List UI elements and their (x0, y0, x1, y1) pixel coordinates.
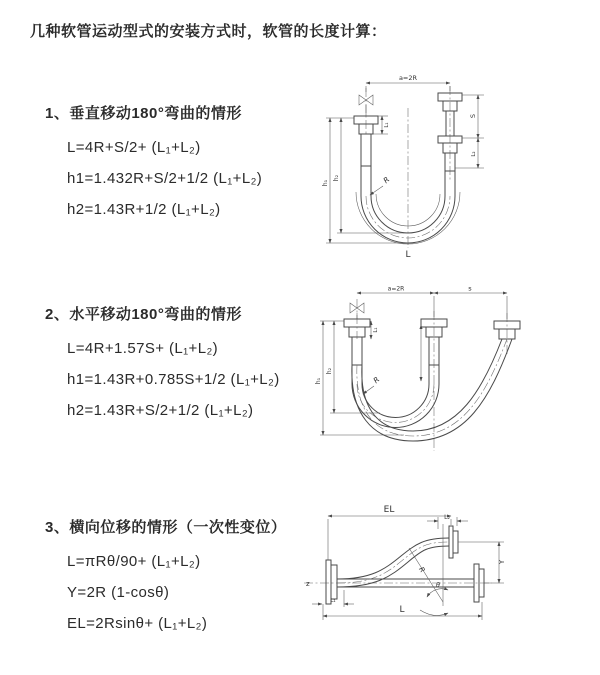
section-3-heading: 3、横向位移的情形（一次性变位） (45, 519, 287, 536)
section-2 (45, 303, 280, 426)
formula-line: h1=1.432R+S/2+1/2 (L₁+L₂) (67, 170, 263, 187)
angle-label: θ (436, 581, 440, 589)
dim-label-h2: h₂ (333, 174, 340, 182)
radius-leader (363, 386, 374, 394)
radius-line (409, 548, 443, 602)
hose-s-curve (337, 538, 449, 587)
dim-label-h2: h₂ (326, 367, 333, 375)
diagram-lateral-displacement (296, 498, 596, 658)
formula-line: h1=1.43R+0.785S+1/2 (L₁+L₂) (67, 371, 280, 388)
flange (449, 526, 458, 558)
diagram-vertical-180-bend (308, 68, 593, 263)
dim-label-l1: L₁ (330, 598, 336, 604)
dim-label-l: L (399, 605, 405, 615)
angle-arrow (420, 610, 448, 615)
radius-label: R (417, 565, 427, 575)
formula-line: Y=2R (1-cosθ) (67, 584, 170, 601)
formula-line: EL=2Rsinθ+ (L₁+L₂) (67, 615, 208, 632)
radius-label: R (371, 374, 382, 386)
formula-line: h2=1.43R+S/2+1/2 (L₁+L₂) (67, 402, 254, 419)
braided-hose-section (361, 134, 371, 166)
section-2-heading: 2、水平移动180°弯曲的情形 (45, 306, 242, 323)
dim-label-s: s (468, 284, 472, 293)
section-1 (45, 102, 262, 225)
dim-label-l2: L₂ (444, 514, 450, 521)
formula-line: L=4R+1.57S+ (L₁+L₂) (67, 340, 219, 357)
dim-label-s: S (469, 113, 477, 119)
formula-line: L=πRθ/90+ (L₁+L₂) (67, 553, 201, 570)
formula-line: h2=1.43R+1/2 (L₁+L₂) (67, 201, 221, 218)
diagram-horizontal-180-bend (308, 283, 598, 468)
dim-label-l2: L₂ (471, 151, 477, 157)
section-3 (45, 516, 286, 639)
braided-hose-section (352, 337, 362, 365)
dim-label-a2r: a=2R (387, 285, 405, 293)
dim-label-a2r: a=2R (398, 74, 418, 82)
axis-break-symbol: z (306, 580, 310, 588)
formula-line: L=4R+S/2+ (L₁+L₂) (67, 139, 201, 156)
radius-label: R (381, 174, 392, 186)
page-title: 几种软管运动型式的安装方式时，软管的长度计算： (30, 23, 387, 40)
radius-leader (370, 186, 383, 195)
dim-label-l1: L₁ (373, 327, 379, 333)
dim-label-el: EL (383, 505, 395, 515)
dim-label-l1: L₁ (384, 122, 390, 128)
hose-u-bend (352, 384, 439, 427)
length-label: L (405, 250, 411, 260)
dim-label-h1: h₁ (315, 377, 322, 385)
dim-label-h1: h₁ (322, 179, 329, 187)
valve-icon (359, 95, 373, 116)
hose-moved-position (352, 339, 512, 441)
section-1-heading: 1、垂直移动180°弯曲的情形 (45, 105, 242, 122)
dim-label-y: Y (498, 559, 506, 565)
